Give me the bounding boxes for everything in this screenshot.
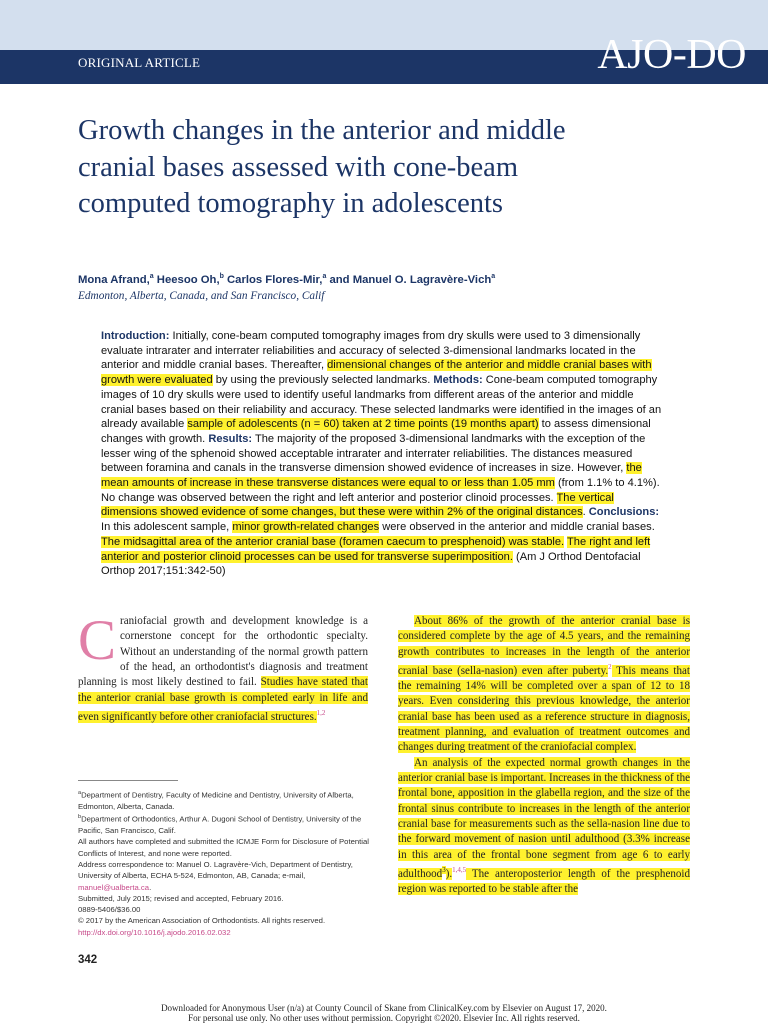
body-column-right [398,614,690,898]
abstract-conclusions-heading: Conclusions: [588,506,660,519]
download-notice-line: For personal use only. No other uses without permission. Copyright ©2020. Elsevier Inc. All rights reserved. [188,1013,580,1023]
abstract-text: Initially, cone-beam computed tomography images from dry skulls were used to 3 dimensionally evaluate intrarater and interrater reliabilities and accuracy of selected 3-dimensional landmarks located in the anterior and middle cranial bases. Thereafter, [101,330,641,372]
abstract-text: Cone-beam computed tomography images of 10 dry skulls were used to identify useful landmarks from different areas of the anterior and middle cranial bases based on their reliability and accuracy. These selected landmarks were identified in the images of an already available [101,374,662,431]
footnote [78,788,373,812]
abstract-introduction-heading: Introduction: [101,330,170,342]
email-link[interactable]: manuel@ualberta.ca [78,882,150,892]
reference-link[interactable]: 1,4,5 [452,866,467,875]
author-name: Mona Afrand, [78,273,150,286]
footnote [78,859,373,893]
abstract-text: In this adolescent sample, [101,521,233,534]
author-name: Carlos Flores-Mir, [223,273,323,286]
body-column-left [78,609,368,725]
highlighted-text: minor growth-related changes [232,521,380,534]
highlighted-text: The midsagittal area of the anterior cranial base (foramen caecum to presphenoid) was stable. [101,535,565,548]
highlighted-text: ). [445,867,453,880]
abstract-text: The majority of the proposed 3-dimensional landmarks with the exception of the lesser wing of the sphenoid showed acceptable intrarater and interrater reliabilities. The distances measured between foramina and canals in the transverse dimension showed evidence of increases in size. However, [101,432,646,475]
author-affil-mark: b [219,273,224,280]
footnote-text: Department of Dentistry, Faculty of Medicine and Dentistry, University of Alberta, Edmonton, Alberta, Canada. [78,790,354,811]
abstract-text: were observed in the anterior and middle cranial bases. [379,521,655,534]
footnote: Submitted, July 2015; revised and accepted, February 2016. [78,893,284,903]
drop-cap: C [78,609,117,672]
body-text: raniofacial growth and development knowledge is a cornerstone concept for the orthodontic specialty. Without an understanding of the normal growth pattern of the head, an orthodontist's diagnosis and treatment planning is most likely destined to fail. [78,615,368,689]
highlighted-text: sample of adolescents (n = 60) taken at 2 time points (19 months apart) [187,418,539,431]
highlighted-text: An analysis of the expected normal growth changes in the anterior cranial base is important. Increases in the thickness of the frontal bone, apposition in the glabella region, and the size of the frontal sinus contribute to increases in the length of the anterior cranial base for measurements such as the sella-nasion line due to the forward movement of nasion until adulthood (3.3% increase in this area of the frontal bone segment from age 6 to early adulthood [398,756,690,880]
page-number: 342 [78,954,98,966]
footnotes [78,788,373,938]
highlighted-text: the mean amounts of increase in these transverse distances were equal to or less than 1.05 mm [101,462,642,490]
journal-logo: AJO-DO [597,32,746,78]
reference-link[interactable]: 2 [608,663,612,672]
download-notice-line: Downloaded for Anonymous User (n/a) at County Council of Skane from ClinicalKey.com by Elsevier on August 17, 2020. [161,1003,607,1013]
footnote-text: . [149,882,152,892]
highlighted-text: The anteroposterior length of the presphenoid region was reported to be stable after the [398,867,690,896]
abstract-text: to assess dimensional changes with growth. [101,418,651,445]
highlighted-text: dimensional changes of the anterior and middle cranial bases with growth were evaluated [101,359,652,387]
reference-link[interactable]: 1,2 [316,709,326,718]
footnote-text: Address correspondence to: Manuel O. Lagravère-Vich, Department of Dentistry, University of Alberta, ECHA 5-524, Edmonton, AB, Canada; e-mail, [78,859,353,881]
doi-link[interactable]: http://dx.doi.org/10.1016/j.ajodo.2016.02.032 [78,927,231,937]
author-affiliation: Edmonton, Alberta, Canada, and San Francisco, Calif [78,290,325,302]
author-affil-mark: a [149,273,154,280]
footnote-divider [78,780,178,781]
highlighted-text: About 86% of the growth of the anterior cranial base is considered complete by the age of 4.5 years, and the remaining growth contributes to increases in the length of the anterior cranial base (sella-nasion) even after puberty. [398,615,690,677]
abstract-methods-heading: Methods: [433,374,483,387]
author-affil-mark: a [491,273,496,280]
author-list [78,273,495,286]
abstract-citation: (Am J Orthod Dentofacial Orthop 2017;151:342-50) [101,550,641,578]
footnote-mark: a [78,790,82,796]
article-title: Growth changes in the anterior and middle cranial bases assessed with cone-beam computed tomography in adolescents [78,115,566,219]
footnote-mark: b [78,814,82,821]
download-notice [0,1003,768,1023]
author-name: and Manuel O. Lagravère-Vich [326,273,492,286]
highlighted-text: This means that the remaining 14% will be completed over a span of 12 to 18 years. Even considering this previous knowledge, the anterior cranial base has been used as a reference structure in diagnosis, treatment planning, and evaluation of treatment outcomes and changes during treatment of the craniofacial complex. [398,664,690,754]
highlighted-text: The vertical dimensions showed evidence of some changes, but these were within 2% of the original distances [101,491,614,519]
abstract-text: by using the previously selected landmarks. [212,374,434,387]
highlighted-text: Studies have stated that the anterior cranial base growth is completed early in life and even significantly before other craniofacial structures. [78,676,368,723]
author-affil-mark: a [322,273,327,280]
footnote: All authors have completed and submitted the ICMJE Form for Disclosure of Potential Conflicts of Interest, and none were reported. [78,837,369,858]
abstract [101,329,666,579]
footnote-text: Department of Orthodontics, Arthur A. Dugoni School of Dentistry, University of the Pacific, San Francisco, Calif. [78,814,362,836]
abstract-results-heading: Results: [208,432,253,445]
footnote [78,812,373,836]
section-label: ORIGINAL ARTICLE [78,55,201,70]
highlighted-text: The right and left anterior and posterior clinoid processes can be used for transverse superimposition. [101,535,651,563]
abstract-text: . [582,506,589,519]
author-name: Heesoo Oh, [153,273,220,286]
footnote: 0889-5406/$36.00 [78,905,141,915]
abstract-text: (from 1.1% to 4.1%). No change was observed between the right and left anterior and posterior clinoid processes. [101,477,660,504]
footnote: © 2017 by the American Association of Orthodontists. All rights reserved. [78,916,326,926]
reference-link[interactable]: 3 [442,866,446,875]
